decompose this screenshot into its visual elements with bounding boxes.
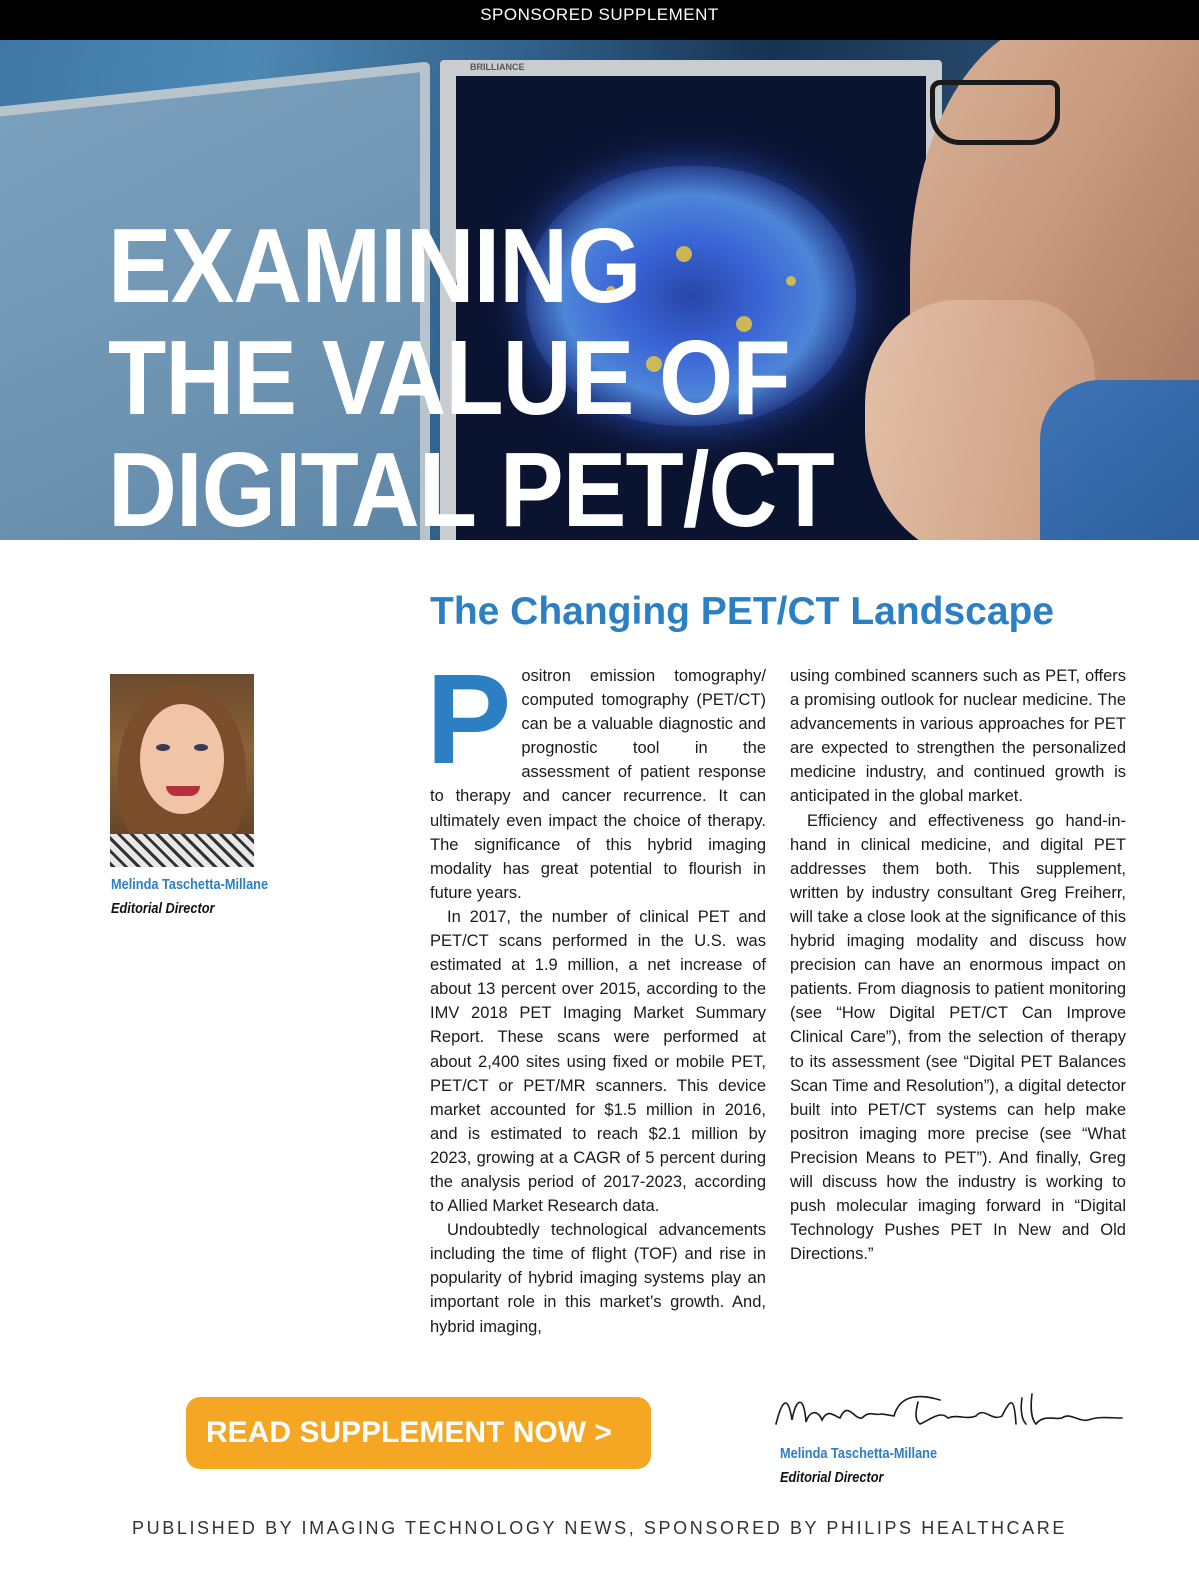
drop-cap: P [426, 648, 512, 791]
glasses-icon [930, 80, 1060, 145]
article-paragraph: Efficiency and effectiveness go hand-in-hand in clinical medicine, and digital PET addresses them both. This supplement, written by industry consultant Greg Freiherr, will take a close look at the significance of this hybrid imaging modality and discuss how precision can have an enormous impact on patients. From diagnosis to patient monitoring (see “How Digital PET/CT Can Improve Clinical Care”), from the selection of therapy to its assessment (see “Digital PET Balances Scan Time and Resolution”), a digital detector built into PET/CT systems can help make positron imaging more precise (see “What Precision Means to PET”). And finally, Greg will discuss how the industry is working to push molecular imaging forward in “Digital Technology Pushes PET In New and Old Directions.” [790, 811, 1126, 1264]
signature-name: Melinda Taschetta-Millane [780, 1445, 938, 1462]
signature-role: Editorial Director [780, 1469, 884, 1486]
article-column-1 [426, 648, 766, 1339]
author-role: Editorial Director [111, 900, 215, 917]
doctor-scrubs [1040, 380, 1199, 540]
monitor-brand: BRILLIANCE [470, 62, 525, 72]
author-name: Melinda Taschetta-Millane [111, 876, 269, 893]
article-paragraph: Positron emission tomography/ computed tomography (PET/CT) can be a valuable diagnostic and prognostic tool in the assessment of patient response to therapy and cancer recurrence. It can ultimately even impact the choice of therapy. The significance of this hybrid imaging modality has great potential to flourish in future years. [426, 648, 766, 902]
hero-title-line-1: EXAMINING [108, 207, 641, 325]
hero-title-line-2: THE VALUE OF [108, 319, 790, 437]
section-title: The Changing PET/CT Landscape [430, 590, 1055, 633]
article-column-2 [790, 664, 1126, 1266]
publisher-footer: PUBLISHED BY IMAGING TECHNOLOGY NEWS, SPONSORED BY PHILIPS HEALTHCARE [132, 1518, 1067, 1538]
author-signature [770, 1380, 1130, 1436]
sponsored-label: SPONSORED SUPPLEMENT [480, 5, 719, 24]
article-paragraph: using combined scanners such as PET, offers a promising outlook for nuclear medicine. The advancements in various approaches for PET are expected to strengthen the personalized medicine industry, and continued growth is anticipated in the global market. [790, 667, 1126, 806]
hero-title-line-3: DIGITAL PET/CT [108, 431, 834, 549]
hero-title [108, 207, 834, 549]
read-supplement-button[interactable]: READ SUPPLEMENT NOW > [186, 1397, 651, 1469]
author-photo [110, 674, 254, 867]
article-paragraph: Undoubtedly technological advancements including the time of flight (TOF) and rise in popularity of hybrid imaging systems play an important role in this market’s growth. And, hybrid imaging, [430, 1221, 766, 1336]
article-paragraph: In 2017, the number of clinical PET and PET/CT scans performed in the U.S. was estimated at 1.9 million, a net increase of about 13 percent over 2015, according to the IMV 2018 PET Imaging Market Summary Report. These scans were performed at about 2,400 sites using fixed or mobile PET, PET/CT or PET/MR scanners. This device market accounted for $1.5 million in 2016, and is estimated to reach $2.1 million by 2023, growing at a CAGR of 5 percent during the analysis period of 2017-2023, according to Allied Market Research data. [430, 907, 766, 1216]
sponsored-bar [0, 0, 1199, 40]
